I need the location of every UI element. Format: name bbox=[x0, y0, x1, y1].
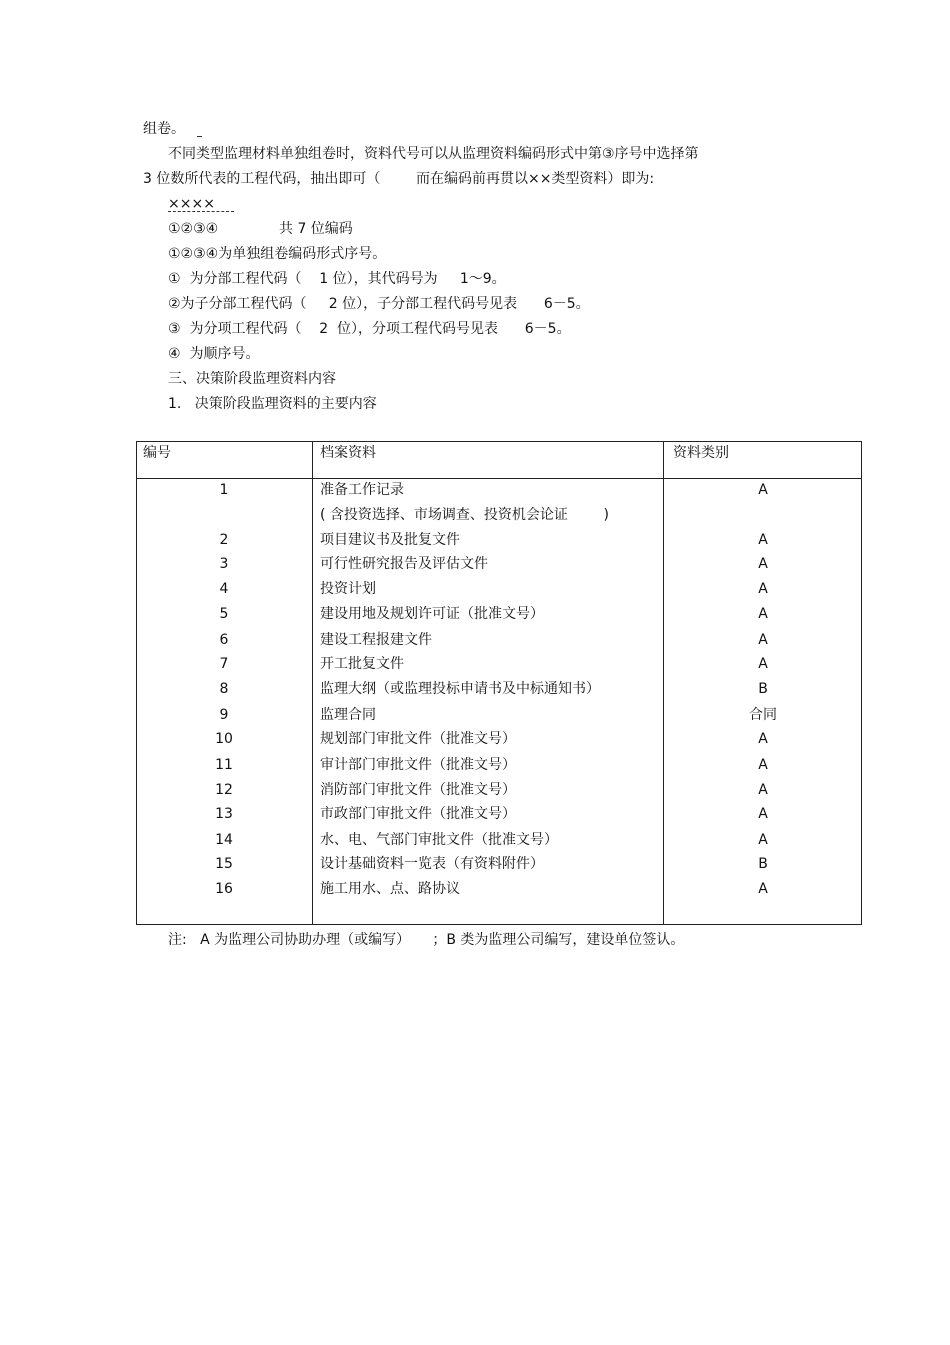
table-row bbox=[136, 880, 862, 898]
table-row bbox=[136, 605, 862, 623]
row-category: A bbox=[758, 482, 768, 498]
row-number: 12 bbox=[215, 782, 233, 798]
row-document: 项目建议书及批复文件 bbox=[320, 532, 460, 548]
row-category: A bbox=[758, 806, 768, 822]
row-document: 建设用地及规划许可证（批准文号） bbox=[320, 606, 544, 622]
subsection-heading: 1. 决策阶段监理资料的主要内容 bbox=[168, 396, 377, 412]
row-category: A bbox=[758, 757, 768, 773]
row-document: 开工批复文件 bbox=[320, 656, 404, 672]
item-3: ③ 为分项工程代码（ 2 位），分项工程代码号见表 6－5。 bbox=[168, 321, 571, 337]
table-row bbox=[136, 631, 862, 649]
table-row bbox=[136, 756, 862, 774]
header-divider bbox=[136, 478, 862, 479]
table-row bbox=[136, 580, 862, 598]
row-number: 9 bbox=[219, 707, 229, 723]
row-document: 水、电、气部门审批文件（批准文号） bbox=[320, 832, 558, 848]
table-row bbox=[136, 506, 862, 524]
row-category: A bbox=[758, 532, 768, 548]
row-number: 7 bbox=[219, 656, 229, 672]
table-row bbox=[136, 680, 862, 698]
row-document: 建设工程报建文件 bbox=[320, 632, 432, 648]
table-note: 注: A 为监理公司协助办理（或编写） ；B 类为监理公司编写，建设单位签认。 bbox=[168, 932, 685, 948]
row-number: 6 bbox=[219, 632, 229, 648]
code-underline bbox=[168, 211, 234, 212]
row-document: 可行性研究报告及评估文件 bbox=[320, 556, 488, 572]
text-line-2: 不同类型监理材料单独组卷时，资料代号可以从监理资料编码形式中第③序号中选择第 bbox=[168, 146, 699, 162]
row-number: 10 bbox=[215, 731, 233, 747]
row-document: 准备工作记录 bbox=[320, 482, 404, 498]
row-document: 审计部门审批文件（批准文号） bbox=[320, 757, 516, 773]
row-category: A bbox=[758, 606, 768, 622]
row-category: A bbox=[758, 731, 768, 747]
table-row bbox=[136, 781, 862, 799]
row-number: 5 bbox=[219, 606, 229, 622]
row-category: A bbox=[758, 832, 768, 848]
text-line-1: 组卷。 bbox=[143, 121, 185, 137]
row-document: 市政部门审批文件（批准文号） bbox=[320, 806, 516, 822]
row-document: 监理大纲（或监理投标申请书及中标通知书） bbox=[320, 681, 600, 697]
row-category: A bbox=[758, 632, 768, 648]
table-row bbox=[136, 831, 862, 849]
stray-mark bbox=[197, 136, 202, 137]
table-row bbox=[136, 655, 862, 673]
section-heading: 三、决策阶段监理资料内容 bbox=[168, 371, 336, 387]
row-number: 3 bbox=[219, 556, 229, 572]
row-category: A bbox=[758, 782, 768, 798]
header-category: 资料类别 bbox=[673, 445, 729, 461]
row-number: 15 bbox=[215, 856, 233, 872]
table-row bbox=[136, 855, 862, 873]
text-line-3: 3 位数所代表的工程代码，抽出即可（ 而在编码前再贯以××类型资料）即为: bbox=[143, 171, 655, 187]
table-row bbox=[136, 481, 862, 499]
row-document: 监理合同 bbox=[320, 707, 376, 723]
row-document: 消防部门审批文件（批准文号） bbox=[320, 782, 516, 798]
code-total: 共 7 位编码 bbox=[279, 221, 353, 237]
code-digits: ①②③④ bbox=[168, 221, 219, 237]
row-number: 1 bbox=[219, 482, 229, 498]
table-row bbox=[136, 531, 862, 549]
table-row bbox=[136, 730, 862, 748]
header-number: 编号 bbox=[143, 445, 171, 461]
row-category: B bbox=[758, 681, 768, 697]
row-category: 合同 bbox=[749, 707, 777, 723]
table-row bbox=[136, 706, 862, 724]
item-2: ②为子分部工程代码（ 2 位），子分部工程代码号见表 6－5。 bbox=[168, 296, 590, 312]
seq-desc: ①②③④为单独组卷编码形式序号。 bbox=[168, 246, 387, 262]
row-number: 11 bbox=[215, 757, 233, 773]
row-category: A bbox=[758, 556, 768, 572]
row-number: 14 bbox=[215, 832, 233, 848]
row-document: 设计基础资料一览表（有资料附件） bbox=[320, 856, 544, 872]
row-category: B bbox=[758, 856, 768, 872]
item-4: ④ 为顺序号。 bbox=[168, 346, 260, 362]
header-document: 档案资料 bbox=[320, 445, 376, 461]
row-number: 8 bbox=[219, 681, 229, 697]
code-symbol: ×××× bbox=[168, 196, 215, 212]
row-category: A bbox=[758, 581, 768, 597]
row-number: 16 bbox=[215, 881, 233, 897]
row-number: 2 bbox=[219, 532, 229, 548]
table-row bbox=[136, 555, 862, 573]
row-document: 施工用水、点、路协议 bbox=[320, 881, 460, 897]
row-document: ( 含投资选择、市场调查、投资机会论证 ) bbox=[320, 507, 609, 523]
table-row bbox=[136, 805, 862, 823]
row-category: A bbox=[758, 881, 768, 897]
row-document: 规划部门审批文件（批准文号） bbox=[320, 731, 516, 747]
row-number: 4 bbox=[219, 581, 229, 597]
row-number: 13 bbox=[215, 806, 233, 822]
row-category: A bbox=[758, 656, 768, 672]
item-1: ① 为分部工程代码（ 1 位），其代码号为 1～9。 bbox=[168, 271, 506, 287]
row-document: 投资计划 bbox=[320, 581, 376, 597]
